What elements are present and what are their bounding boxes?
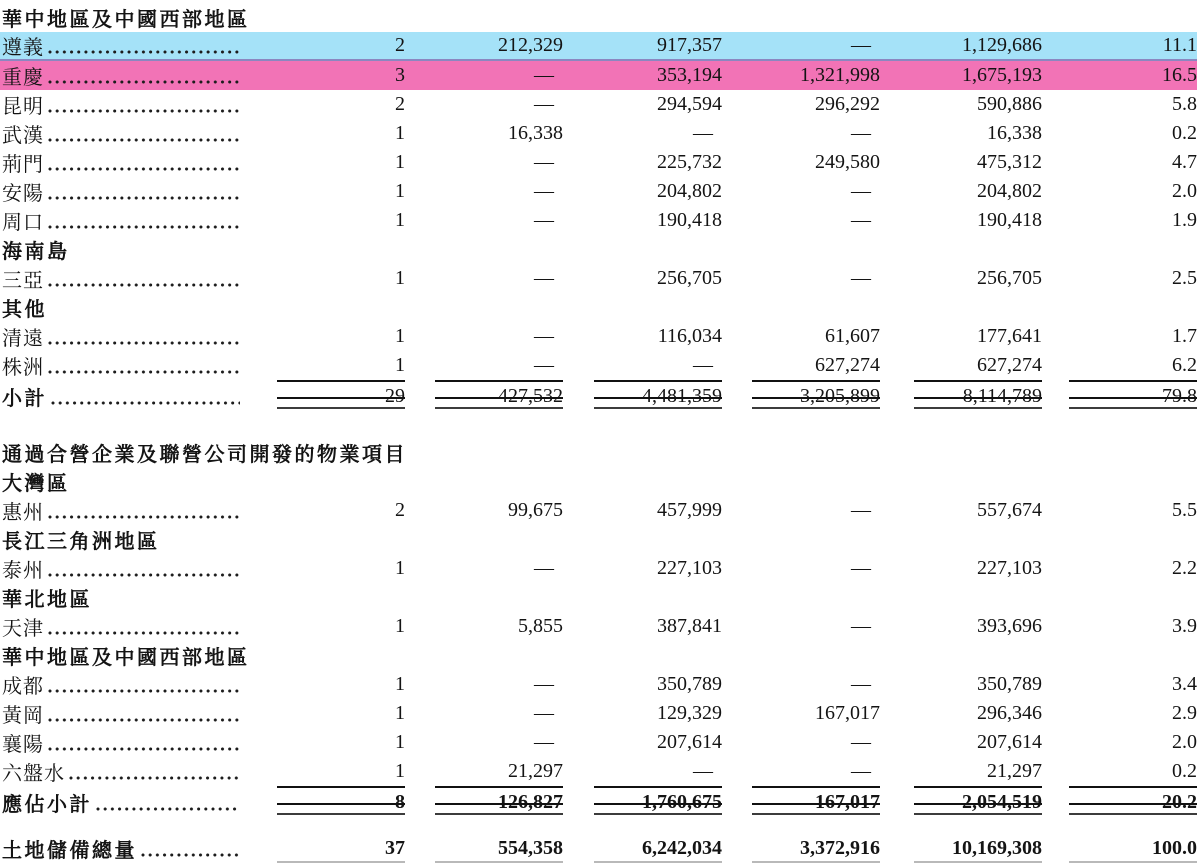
cell-col1: — [534, 354, 554, 376]
cell-col4: 204,802 [977, 180, 1042, 202]
table-row [0, 32, 1197, 61]
row-label-cell [0, 834, 245, 863]
cell-col4: 350,789 [977, 673, 1042, 695]
dot-leader [48, 106, 240, 115]
cell-col0: 1 [395, 122, 405, 144]
cell-col0: 1 [395, 180, 405, 202]
row-label-cell [0, 525, 1197, 554]
table-row [0, 699, 1197, 728]
cell-col1: 99,675 [508, 499, 563, 521]
table-row [0, 554, 1197, 583]
cell-col4: 256,705 [977, 267, 1042, 289]
cell-col0: 1 [395, 267, 405, 289]
row-label: 昆明 [2, 96, 44, 118]
cell-col2: 350,789 [657, 673, 722, 695]
dot-leader [48, 744, 240, 753]
row-label: 華北地區 [2, 589, 92, 611]
section-header-row [0, 235, 1197, 264]
section-header-row [0, 467, 1197, 496]
cell-col3: — [851, 731, 871, 753]
row-label-cell [0, 264, 245, 293]
cell-col1: 21,297 [508, 760, 563, 782]
row-label: 清遠 [2, 328, 44, 350]
cell-col2: — [693, 354, 713, 376]
row-label-cell [0, 641, 1197, 670]
cell-col5: 2.2 [1172, 557, 1197, 579]
cell-col2: 6,242,034 [563, 834, 722, 863]
cell-col0: 8 [245, 786, 405, 818]
cell-col3: 296,292 [815, 93, 880, 115]
cell-col2: 190,418 [657, 209, 722, 231]
cell-col3: 249,580 [815, 151, 880, 173]
cell-col4: 475,312 [977, 151, 1042, 173]
cell-col2: 256,705 [657, 267, 722, 289]
cell-col3: 1,321,998 [800, 64, 880, 86]
cell-col0: 1 [395, 209, 405, 231]
cell-col0: 2 [395, 34, 405, 56]
cell-col0: 1 [395, 673, 405, 695]
cell-col1: — [534, 731, 554, 753]
cell-col0: 1 [395, 325, 405, 347]
row-label: 襄陽 [2, 734, 44, 756]
cell-col1: — [534, 325, 554, 347]
cell-col2: 129,329 [657, 702, 722, 724]
cell-col5: 100.0 [1042, 834, 1197, 863]
cell-col0: 1 [395, 731, 405, 753]
section-header-row [0, 641, 1197, 670]
cell-col5: 2.0 [1172, 731, 1197, 753]
table-row [0, 206, 1197, 235]
table-row [0, 380, 1197, 426]
row-label: 重慶 [2, 67, 44, 89]
dot-leader [48, 512, 240, 521]
cell-col4: 590,886 [977, 93, 1042, 115]
cell-col0: 37 [245, 834, 405, 863]
cell-col3: 167,017 [815, 702, 880, 724]
section-header-row [0, 525, 1197, 554]
cell-col5: 1.9 [1172, 209, 1197, 231]
cell-col2: 917,357 [657, 34, 722, 56]
dot-leader [48, 77, 240, 86]
dot-leader [48, 570, 240, 579]
dot-leader [48, 715, 240, 724]
dot-leader [48, 47, 240, 56]
row-label: 土地儲備總量 [2, 840, 137, 862]
cell-col3: — [851, 499, 871, 521]
cell-col5: 1.7 [1172, 325, 1197, 347]
row-label: 黃岡 [2, 705, 44, 727]
cell-col1: 5,855 [518, 615, 563, 637]
cell-col1: — [534, 93, 554, 115]
table-row [0, 496, 1197, 525]
cell-col3: — [851, 180, 871, 202]
row-label-cell [0, 382, 245, 411]
cell-col2: 387,841 [657, 615, 722, 637]
row-label-cell [0, 496, 245, 525]
cell-col4: 21,297 [987, 760, 1042, 782]
cell-col0: 2 [395, 499, 405, 521]
dot-leader [48, 338, 240, 347]
cell-col2: 207,614 [657, 731, 722, 753]
cell-col2: 294,594 [657, 93, 722, 115]
row-label-cell [0, 351, 245, 380]
row-label-cell [0, 148, 245, 177]
cell-col4: 2,054,519 [880, 786, 1042, 818]
table-row [0, 264, 1197, 293]
table-row [0, 612, 1197, 641]
cell-col2: — [693, 760, 713, 782]
row-label-cell [0, 90, 245, 119]
cell-col5: 2.5 [1172, 267, 1197, 289]
cell-col3: 61,607 [825, 325, 880, 347]
row-label-cell [0, 3, 1197, 32]
cell-col4: 207,614 [977, 731, 1042, 753]
row-label-cell [0, 670, 245, 699]
cell-col3: — [851, 34, 871, 56]
table-row [0, 119, 1197, 148]
cell-col3: 627,274 [815, 354, 880, 376]
cell-col5: 79.8 [1042, 380, 1197, 412]
table-row [0, 322, 1197, 351]
cell-col2: 457,999 [657, 499, 722, 521]
cell-col5: 0.2 [1172, 122, 1197, 144]
cell-col2: 225,732 [657, 151, 722, 173]
row-label: 三亞 [2, 270, 44, 292]
cell-col3: — [851, 209, 871, 231]
cell-col2: 204,802 [657, 180, 722, 202]
row-label: 成都 [2, 676, 44, 698]
table-row [0, 148, 1197, 177]
dot-leader [48, 280, 240, 289]
cell-col5: 5.5 [1172, 499, 1197, 521]
cell-col4: 177,641 [977, 325, 1042, 347]
cell-col5: 0.2 [1172, 760, 1197, 782]
table-row [0, 351, 1197, 380]
cell-col4: 16,338 [987, 122, 1042, 144]
row-label: 周口 [2, 212, 44, 234]
section-header-row [0, 438, 1197, 467]
section-header-row [0, 583, 1197, 612]
cell-col0: 3 [395, 64, 405, 86]
cell-col1: — [534, 557, 554, 579]
cell-col2: — [693, 122, 713, 144]
row-label-cell [0, 293, 1197, 322]
cell-col0: 1 [395, 615, 405, 637]
cell-col1: 126,827 [405, 786, 563, 818]
cell-col3: 167,017 [722, 786, 880, 818]
cell-col1: — [534, 673, 554, 695]
cell-col0: 1 [395, 702, 405, 724]
cell-col3: — [851, 615, 871, 637]
row-label-cell [0, 728, 245, 757]
table-row [0, 177, 1197, 206]
cell-col3: — [851, 557, 871, 579]
cell-col5: 2.9 [1172, 702, 1197, 724]
row-label: 荊門 [2, 154, 44, 176]
table-row [0, 786, 1197, 832]
cell-col5: 6.2 [1172, 354, 1197, 376]
dot-leader [141, 850, 240, 859]
cell-col5: 3.9 [1172, 615, 1197, 637]
dot-leader [48, 628, 240, 637]
cell-col4: 627,274 [977, 354, 1042, 376]
row-label: 大灣區 [2, 473, 70, 495]
row-label: 華中地區及中國西部地區 [2, 647, 250, 669]
cell-col0: 29 [245, 380, 405, 412]
row-label-cell [0, 438, 1197, 467]
row-label: 惠州 [2, 502, 44, 524]
cell-col4: 393,696 [977, 615, 1042, 637]
cell-col4: 8,114,789 [880, 380, 1042, 412]
cell-col2: 116,034 [657, 325, 722, 347]
row-label-cell [0, 322, 245, 351]
row-label: 通過合營企業及聯營公司開發的物業項目 [2, 444, 407, 466]
dot-leader [96, 804, 240, 813]
row-label: 遵義 [2, 37, 44, 59]
row-label-cell [0, 554, 245, 583]
cell-col1: — [534, 64, 554, 86]
table-row [0, 61, 1197, 90]
cell-col2: 353,194 [657, 64, 722, 86]
table-row [0, 757, 1197, 786]
cell-col0: 1 [395, 760, 405, 782]
row-label: 長江三角洲地區 [2, 531, 160, 553]
row-label: 小計 [2, 387, 47, 410]
dot-leader [48, 367, 240, 376]
cell-col0: 1 [395, 557, 405, 579]
cell-col2: 1,760,675 [563, 786, 722, 818]
cell-col1: — [534, 180, 554, 202]
dot-leader [48, 222, 240, 231]
row-label-cell [0, 612, 245, 641]
table-row [0, 90, 1197, 119]
row-label: 六盤水 [2, 763, 65, 785]
table-row [0, 834, 1197, 868]
cell-col1: — [534, 209, 554, 231]
row-label: 泰州 [2, 560, 44, 582]
cell-col0: 1 [395, 354, 405, 376]
section-header-row [0, 293, 1197, 322]
row-label: 華中地區及中國西部地區 [2, 9, 250, 31]
cell-col4: 227,103 [977, 557, 1042, 579]
cell-col3: — [851, 760, 871, 782]
cell-col4: 296,346 [977, 702, 1042, 724]
cell-col5: 4.7 [1172, 151, 1197, 173]
row-label: 天津 [2, 618, 44, 640]
dot-leader [48, 164, 240, 173]
row-label-cell [0, 757, 245, 786]
land-reserve-table [0, 3, 1204, 868]
row-label-cell [0, 788, 245, 817]
cell-col4: 557,674 [977, 499, 1042, 521]
table-row [0, 670, 1197, 699]
row-label: 其他 [2, 299, 47, 321]
cell-col1: 554,358 [405, 834, 563, 863]
cell-col1: 212,329 [498, 34, 563, 56]
cell-col5: 16.5 [1162, 64, 1197, 86]
dot-leader [48, 193, 240, 202]
dot-leader [48, 686, 240, 695]
cell-col4: 1,129,686 [962, 34, 1042, 56]
cell-col3: 3,372,916 [722, 834, 880, 863]
row-label-cell [0, 235, 1197, 264]
cell-col4: 1,675,193 [962, 64, 1042, 86]
cell-col5: 2.0 [1172, 180, 1197, 202]
cell-col0: 1 [395, 151, 405, 173]
cell-col1: 16,338 [508, 122, 563, 144]
cell-col4: 190,418 [977, 209, 1042, 231]
dot-leader [69, 773, 240, 782]
cell-col4: 10,169,308 [880, 834, 1042, 863]
cell-col1: — [534, 702, 554, 724]
cell-col1: 427,532 [405, 380, 563, 412]
cell-col2: 4,481,359 [563, 380, 722, 412]
cell-col3: — [851, 267, 871, 289]
cell-col1: — [534, 151, 554, 173]
cell-col1: — [534, 267, 554, 289]
row-label-cell [0, 177, 245, 206]
cell-col5: 3.4 [1172, 673, 1197, 695]
row-label-cell [0, 467, 1197, 496]
row-label: 海南島 [2, 241, 70, 263]
dot-leader [51, 398, 240, 407]
cell-col5: 5.8 [1172, 93, 1197, 115]
row-label-cell [0, 31, 245, 60]
row-label: 應佔小計 [2, 793, 92, 816]
section-header-row [0, 3, 1197, 32]
cell-col2: 227,103 [657, 557, 722, 579]
row-label-cell [0, 699, 245, 728]
table-row [0, 728, 1197, 757]
cell-col3: 3,205,899 [722, 380, 880, 412]
cell-col0: 2 [395, 93, 405, 115]
cell-col5: 11.1 [1162, 34, 1197, 56]
row-label-cell [0, 119, 245, 148]
cell-col3: — [851, 673, 871, 695]
cell-col5: 20.2 [1042, 786, 1197, 818]
dot-leader [48, 135, 240, 144]
row-label-cell [0, 61, 245, 90]
row-label-cell [0, 206, 245, 235]
row-label: 武漢 [2, 125, 44, 147]
row-label: 株洲 [2, 357, 44, 379]
row-label-cell [0, 583, 1197, 612]
cell-col3: — [851, 122, 871, 144]
row-label: 安陽 [2, 183, 44, 205]
